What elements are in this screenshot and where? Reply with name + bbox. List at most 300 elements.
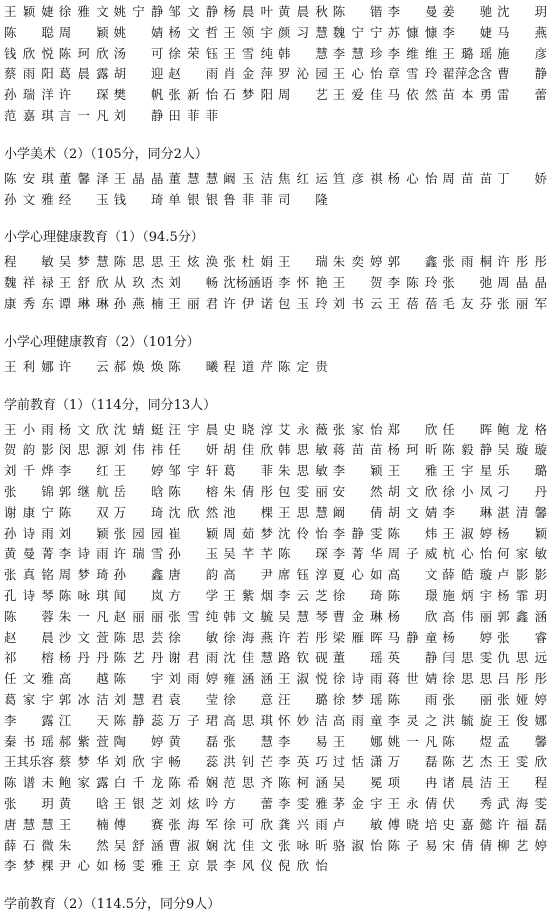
candidate-name: 沈蜻蜓: [113, 421, 164, 437]
name-list: [4, 169, 552, 211]
candidate-name: 曹静: [497, 66, 547, 82]
candidate-name: 洪毓旋: [442, 712, 493, 728]
candidate-name: 蔡雨阳: [4, 66, 54, 82]
candidate-name: 周茹梦: [223, 525, 273, 541]
candidate-name: 康秀东: [4, 295, 54, 311]
name-row: [4, 169, 552, 190]
name-row: [4, 252, 552, 273]
candidate-name: 杨心怡: [387, 170, 438, 186]
candidate-name: 任文雅: [4, 671, 54, 687]
candidate-name: 陈希娴: [168, 775, 219, 791]
candidate-name: 徐梦瑶: [332, 691, 383, 707]
candidate-name: 许若彤: [277, 629, 328, 645]
candidate-name: 杨丹丹: [58, 650, 109, 666]
candidate-name: 蔡梦华: [58, 754, 109, 770]
candidate-name: 李慧珍: [332, 45, 383, 61]
candidate-name: 雷蕾: [497, 87, 547, 103]
candidate-name: 陈蓉: [4, 608, 54, 624]
section-heading: 小学心理健康教育（2）（101分）: [4, 334, 200, 350]
candidate-name: 许云: [58, 358, 109, 374]
candidate-name: 张玥: [4, 795, 54, 811]
candidate-name: 经玉: [58, 191, 109, 207]
candidate-name: 汤可: [113, 45, 164, 61]
candidate-name: 杨婷: [442, 629, 493, 645]
candidate-name: 王丽君: [168, 295, 219, 311]
candidate-name: 薛石微: [4, 837, 54, 853]
name-row: [4, 836, 552, 857]
candidate-name: 胡文欣: [387, 483, 438, 499]
candidate-name: 李静雯: [332, 525, 383, 541]
candidate-name: 程敏: [4, 254, 54, 270]
name-list: [4, 357, 552, 378]
candidate-name: 刘炫吟: [168, 795, 219, 811]
candidate-name: 丁娇: [497, 170, 547, 186]
name-row: [4, 482, 552, 503]
candidate-name: 董馨泽: [58, 170, 109, 186]
candidate-name: 王小雨: [4, 421, 54, 437]
candidate-name: 高尹: [223, 567, 273, 583]
name-row: [4, 273, 552, 294]
candidate-name: 许瑞雪: [113, 546, 164, 562]
name-list: [4, 2, 552, 127]
candidate-name: 胡文婧: [387, 504, 438, 520]
candidate-name: 王永倩: [387, 795, 438, 811]
candidate-name: 赵丽丽: [113, 608, 164, 624]
candidate-name: 陈琛: [277, 546, 328, 562]
candidate-name: 姚一凡: [387, 733, 438, 749]
candidate-name: 包玉玲: [277, 295, 328, 311]
candidate-name: 傅赛: [113, 816, 164, 832]
candidate-name: 郭继航: [58, 483, 109, 499]
candidate-name: 王雅: [387, 463, 438, 479]
candidate-name: 倪欣怡: [277, 858, 328, 874]
candidate-name: 徐可欣: [223, 816, 273, 832]
candidate-name: 李维维: [387, 45, 438, 61]
candidate-name: 王淑悦: [277, 671, 328, 687]
candidate-name: 赵雨: [168, 66, 219, 82]
section-heading: 小学美术（2）（105分，同分2人）: [4, 146, 208, 162]
candidate-name: 周子威: [387, 546, 438, 562]
name-row: [4, 85, 552, 106]
candidate-name: 李琳: [442, 504, 493, 520]
candidate-name: 姚婧: [113, 24, 164, 40]
candidate-name: 刘慧君: [113, 691, 164, 707]
candidate-name: 王俊娜: [497, 712, 547, 728]
candidate-name: 梁雁晖: [332, 629, 383, 645]
candidate-name: 黄曼菁: [4, 546, 54, 562]
candidate-name: 郝焕焕: [113, 358, 164, 374]
candidate-name: 张弛: [442, 275, 493, 291]
candidate-name: 朱倩彤: [223, 483, 273, 499]
candidate-name: 徐意: [223, 691, 273, 707]
candidate-name: 闻岚: [113, 587, 164, 603]
candidate-name: 张娅婷: [497, 691, 547, 707]
candidate-name: 焦红运: [277, 170, 328, 186]
candidate-name: 吴舒涵: [113, 837, 164, 853]
candidate-name: 徐敏: [168, 629, 219, 645]
candidate-name: 祁榕: [4, 650, 54, 666]
candidate-name: 仇思远: [497, 650, 547, 666]
candidate-name: 孙瑞洋: [4, 87, 54, 103]
candidate-name: 朱思敏: [277, 463, 328, 479]
candidate-name: 张丽军: [497, 295, 547, 311]
candidate-name: 许琛: [58, 87, 109, 103]
candidate-name: 茅金宇: [332, 795, 383, 811]
candidate-name: 唐韵: [168, 567, 219, 583]
candidate-name: 任晖: [442, 421, 493, 437]
candidate-name: 雍涵涵: [223, 671, 273, 687]
candidate-name: 王领宇: [223, 24, 273, 40]
candidate-name: 马静童: [387, 629, 438, 645]
candidate-name: 孙文雅: [4, 191, 54, 207]
candidate-name: 刘伟祎: [113, 442, 164, 458]
name-row: [4, 64, 552, 85]
candidate-name: 马燕: [497, 24, 547, 40]
candidate-name: 张新怡: [168, 87, 219, 103]
candidate-name: 言一凡: [58, 107, 109, 123]
candidate-name: 杨欣: [387, 608, 438, 624]
candidate-name: 邹文静: [168, 4, 219, 19]
candidate-name: 谢康宁: [4, 504, 54, 520]
candidate-name: 包雯丽: [277, 483, 328, 499]
candidate-name: 陶婷: [113, 733, 164, 749]
candidate-name: 项冉: [387, 775, 438, 791]
candidate-name: 杨珂昕: [387, 442, 438, 458]
candidate-name: 刘欣宇: [113, 754, 164, 770]
candidate-name: 葛晨露: [58, 66, 109, 82]
candidate-name: 谭琳琳: [58, 295, 109, 311]
candidate-name: 吴冕: [332, 775, 383, 791]
candidate-name: 陈雨: [387, 691, 438, 707]
candidate-name: 李英巧: [277, 754, 328, 770]
name-row: [4, 607, 552, 628]
name-list: [4, 420, 552, 878]
candidate-name: 杭心怡: [442, 546, 493, 562]
candidate-name: 陈思芸: [113, 629, 164, 645]
candidate-name: 秦书瑶: [4, 733, 54, 749]
candidate-name: 徐海燕: [223, 629, 273, 645]
name-row: [4, 711, 552, 732]
candidate-name: 颜习慧: [277, 24, 328, 40]
candidate-name: 路钦砚: [277, 650, 328, 666]
candidate-name: 洪钊芒: [223, 754, 273, 770]
candidate-name: 王晶晶: [113, 170, 164, 186]
name-row: [4, 420, 552, 441]
candidate-name: 高越: [58, 671, 109, 687]
candidate-name: 刁丹: [497, 483, 547, 499]
candidate-name: 袁莹: [168, 691, 219, 707]
candidate-name: 范思齐: [223, 775, 273, 791]
candidate-name: 陈曦: [168, 358, 219, 374]
candidate-name: 李曼: [387, 4, 438, 19]
candidate-name: 周艺: [277, 87, 328, 103]
candidate-name: 高伟丽: [442, 608, 493, 624]
candidate-name: 陈咏琪: [58, 587, 109, 603]
candidate-name: 王程: [497, 775, 547, 791]
candidate-name: 曹淑娴: [168, 837, 219, 853]
name-row: [4, 815, 552, 836]
candidate-name: 徐雅文: [58, 4, 109, 19]
candidate-name: 李婕: [442, 24, 493, 40]
candidate-name: 张睿: [497, 629, 547, 645]
candidate-name: 沈玥: [497, 4, 547, 19]
candidate-name: 刘畅: [168, 275, 219, 291]
candidate-name: 葛菲: [223, 463, 273, 479]
candidate-name: 张咏昕: [277, 837, 328, 853]
section-heading: 小学心理健康教育（1）（94.5分）: [4, 230, 204, 246]
candidate-name: 周苗苗: [442, 170, 493, 186]
candidate-name: 怀妙洁: [277, 712, 328, 728]
candidate-name: 刘千烨: [4, 463, 54, 479]
candidate-name: 过恬潇: [332, 754, 383, 770]
candidate-name: 李诗雨: [58, 546, 109, 562]
candidate-name: 李风仪: [223, 858, 273, 874]
candidate-name: 王楠: [58, 816, 109, 832]
candidate-name: 苏慷慷: [387, 24, 438, 40]
candidate-name: 史嘉懿: [442, 816, 493, 832]
candidate-name: 徐诗雨: [332, 671, 383, 687]
candidate-name: 崔颖: [168, 525, 219, 541]
candidate-name: 郭鑫涵: [497, 608, 547, 624]
candidate-name: 周颖: [58, 24, 109, 40]
candidate-name: 沈伶怡: [277, 525, 328, 541]
name-row: [4, 794, 552, 815]
candidate-name: 从玖杰: [113, 275, 164, 291]
candidate-name: 陈双: [58, 504, 109, 520]
candidate-name: 陈子易: [387, 837, 438, 853]
candidate-name: 何家敏: [497, 546, 547, 562]
candidate-name: 湛清馨: [497, 504, 547, 520]
candidate-name: 李怀艳: [277, 275, 328, 291]
candidate-name: 韩思敏: [277, 442, 328, 458]
candidate-name: 汪璐: [277, 691, 328, 707]
candidate-name: 唐慧慧: [4, 816, 54, 832]
candidate-name: 许伊诺: [223, 295, 273, 311]
candidate-name: 张杜娟: [223, 254, 273, 270]
candidate-name: 陈谱未: [4, 775, 54, 791]
candidate-name: 万子珺: [168, 712, 219, 728]
candidate-name: 池棵: [223, 504, 273, 520]
candidate-name: 王其乐容: [4, 754, 54, 770]
candidate-name: 毛友芬: [442, 295, 493, 311]
candidate-name: 席钰淳: [277, 567, 328, 583]
candidate-name: 蒋苗苗: [332, 442, 383, 458]
candidate-name: 杨晨叶: [223, 4, 273, 19]
candidate-name: 许福磊: [497, 816, 547, 832]
candidate-name: 江天: [58, 712, 109, 728]
candidate-name: 周晶晶: [497, 275, 547, 291]
candidate-name: 王娜: [332, 733, 383, 749]
candidate-name: 高雨童: [332, 712, 383, 728]
candidate-name: 杨文哲: [168, 24, 219, 40]
candidate-name: 岳晗: [113, 483, 164, 499]
candidate-name: 姜驰: [442, 4, 493, 19]
name-row: [4, 23, 552, 44]
candidate-name: 万磊: [387, 754, 438, 770]
candidate-name: 陈锴: [332, 4, 383, 19]
candidate-name: 鲍家露: [58, 775, 109, 791]
candidate-name: 魏宁宁: [332, 24, 383, 40]
candidate-name: 张慧: [223, 733, 273, 749]
candidate-name: 沈佳慧: [223, 650, 273, 666]
candidate-name: 田菲菲: [168, 107, 219, 123]
candidate-name: 王淑婷: [442, 525, 493, 541]
candidate-name: 王思慧: [277, 504, 328, 520]
name-row: [4, 44, 552, 65]
name-row: [4, 773, 552, 794]
candidate-name: 张家怡: [332, 421, 383, 437]
candidate-name: 钱琦: [113, 191, 164, 207]
candidate-name: 朱然: [58, 837, 109, 853]
candidate-name: 徐小凤: [442, 483, 493, 499]
candidate-name: 姚宁静: [113, 4, 164, 19]
candidate-name: 王心怡: [332, 66, 383, 82]
candidate-name: 沙文萱: [58, 629, 109, 645]
candidate-name: 张海军: [168, 816, 219, 832]
candidate-name: 徐琦: [332, 587, 383, 603]
candidate-name: 闵思源: [58, 442, 109, 458]
candidate-name: 陈艺丹: [113, 650, 164, 666]
name-row: [4, 503, 552, 524]
candidate-name: 郭鑫: [387, 254, 438, 270]
candidate-name: 朱一凡: [58, 608, 109, 624]
candidate-name: 施彦: [497, 45, 547, 61]
candidate-name: 武海雯: [497, 795, 547, 811]
candidate-name: 薛皓璇: [442, 567, 493, 583]
candidate-name: 胡迎: [113, 66, 164, 82]
candidate-name: 杨雯雅: [113, 858, 164, 874]
candidate-name: 施炳宇: [442, 587, 493, 603]
candidate-name: 刘静: [113, 107, 164, 123]
candidate-name: 蒋世婧: [387, 671, 438, 687]
candidate-name: 郑欣: [387, 421, 438, 437]
candidate-name: 胡佳欣: [223, 442, 273, 458]
candidate-name: 李颖: [332, 463, 383, 479]
candidate-name: 陈思思: [113, 254, 164, 270]
candidate-name: 李雯雅: [277, 795, 328, 811]
candidate-name: 艾永薇: [277, 421, 328, 437]
candidate-name: 杨文欣: [58, 421, 109, 437]
candidate-name: 陈聪: [4, 24, 54, 40]
candidate-name: 苗本勇: [442, 87, 493, 103]
candidate-name: 沈杨涵语: [223, 275, 273, 291]
candidate-name: 英静: [387, 650, 438, 666]
name-row: [4, 628, 552, 649]
candidate-name: 张雨桐: [442, 254, 493, 270]
section-heading: 学前教育（2）（114.5分，同分9人）: [4, 897, 221, 913]
candidate-name: 白千龙: [113, 775, 164, 791]
candidate-name: 马依然: [387, 87, 438, 103]
candidate-name: 张真铭: [4, 567, 54, 583]
candidate-name: 张园园: [113, 525, 164, 541]
candidate-name: 沈欣然: [168, 504, 219, 520]
candidate-name: 鲁菲菲: [223, 191, 273, 207]
candidate-name: 章雪玲: [387, 66, 438, 82]
name-row: [4, 752, 552, 773]
candidate-name: 葛家宇: [4, 691, 54, 707]
name-row: [4, 294, 552, 315]
candidate-name: 陈静蕊: [113, 712, 164, 728]
candidate-name: 卢影影: [497, 567, 547, 583]
candidate-name: 刘雨婷: [168, 671, 219, 687]
name-row: [4, 544, 552, 565]
candidate-name: 肖金萍: [223, 66, 273, 82]
candidate-name: 李红: [58, 463, 109, 479]
candidate-name: 阚玉洁: [223, 170, 273, 186]
candidate-name: 乐璐: [497, 463, 547, 479]
candidate-name: 李露: [4, 712, 54, 728]
candidate-name: 韩文毓: [223, 608, 273, 624]
candidate-name: 陈宇: [113, 671, 164, 687]
name-row: [4, 669, 552, 690]
candidate-name: 贺韵影: [4, 442, 54, 458]
name-list: [4, 252, 552, 314]
candidate-name: 孟馨: [497, 733, 547, 749]
candidate-name: 魏祥禄: [4, 275, 54, 291]
candidate-name: 诸晨洁: [442, 775, 493, 791]
candidate-name: 樊帆: [113, 87, 164, 103]
candidate-name: 王京景: [168, 858, 219, 874]
candidate-name: 孔诗琴: [4, 587, 54, 603]
candidate-name: 李梦棵: [4, 858, 54, 874]
candidate-name: 吴璇璇: [497, 442, 547, 458]
name-row: [4, 648, 552, 669]
candidate-name: 郭冰洁: [58, 691, 109, 707]
candidate-name: 刘颖: [58, 525, 109, 541]
candidate-name: 邹宇轩: [168, 463, 219, 479]
candidate-name: 任妍: [168, 442, 219, 458]
candidate-name: 谢君雨: [168, 650, 219, 666]
candidate-name: 王瑞: [277, 254, 328, 270]
candidate-name: 罗沁园: [277, 66, 328, 82]
candidate-name: 周梦琦: [58, 567, 109, 583]
candidate-name: 陈艺杰: [442, 754, 493, 770]
candidate-name: 安然: [332, 483, 383, 499]
candidate-name: 尹心如: [58, 858, 109, 874]
candidate-name: 陈柯涵: [277, 775, 328, 791]
candidate-name: 王雪纯: [223, 45, 273, 61]
candidate-name: 董瑶: [332, 650, 383, 666]
name-row: [4, 440, 552, 461]
name-row: [4, 690, 552, 711]
candidate-name: 李易: [277, 733, 328, 749]
candidate-name: 李陈玲: [387, 275, 438, 291]
candidate-name: 张雪纯: [168, 608, 219, 624]
candidate-name: 吴芊芊: [223, 546, 273, 562]
candidate-name: 笪彦祺: [332, 170, 383, 186]
name-row: [4, 856, 552, 877]
candidate-name: 万琦: [113, 504, 164, 520]
candidate-name: 王贺: [332, 275, 383, 291]
candidate-name: 李菁华: [332, 546, 383, 562]
candidate-name: 龚兴雨: [277, 816, 328, 832]
name-row: [4, 357, 552, 378]
candidate-name: 陈毅静: [442, 442, 493, 458]
candidate-name: 徐荣钰: [168, 45, 219, 61]
candidate-name: 伏秀: [442, 795, 493, 811]
candidate-name: 董慧慧: [168, 170, 219, 186]
candidate-name: 傅晓培: [387, 816, 438, 832]
candidate-name: 许彤彤: [497, 254, 547, 270]
candidate-name: 畅蕊: [168, 754, 219, 770]
candidate-name: 陈定贵: [277, 358, 328, 374]
candidate-name: 柳艺婷: [497, 837, 547, 853]
candidate-name: 宋倩倩: [442, 837, 493, 853]
candidate-name: 卢敏: [332, 816, 383, 832]
candidate-name: 张丽: [442, 691, 493, 707]
name-row: [4, 586, 552, 607]
candidate-name: 陈安琪: [4, 170, 54, 186]
